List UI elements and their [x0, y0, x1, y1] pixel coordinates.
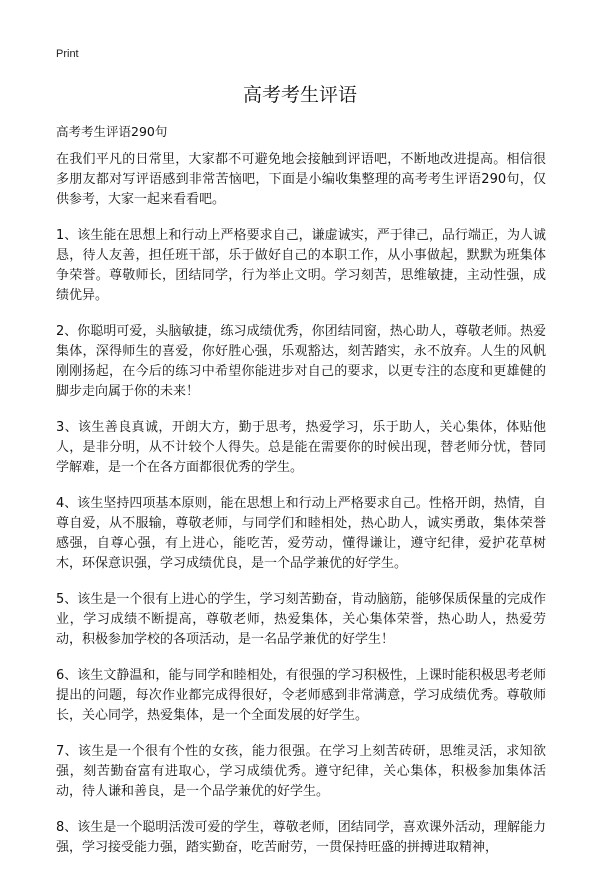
- print-link[interactable]: Print: [56, 48, 79, 60]
- paragraph-comment: 2、你聪明可爱，头脑敏捷，练习成绩优秀，你团结同窗，热心助人，尊敬老师。热爱集体，深得师生的喜爱，你好胜心强，乐观豁达，刻苦踏实，永不放弃。人生的风帆刚刚扬起，在今后的练习中希望你能进步对自己的要求，以更专注的态度和更雄健的脚步走向属于你的未来！: [56, 324, 546, 399]
- page-subtitle: 高考考生评语290句: [56, 124, 168, 139]
- paragraph-comment: 3、该生善良真诚，开朗大方，勤于思考，热爱学习，乐于助人，关心集体，体贴他人，是非分明，从不计较个人得失。总是能在需要你的时候出现，替老师分忧，替同学解难，是一个在各方面都很优秀的学生。: [56, 420, 546, 475]
- paragraph-comment: 7、该生是一个很有个性的女孩，能力很强。在学习上刻苦砖研，思维灵活，求知欲强，刻苦勤奋富有进取心，学习成绩优秀。遵守纪律，关心集体，积极参加集体活动，待人谦和善良，是一个品学兼优的好学生。: [56, 744, 546, 799]
- paragraph-intro: 在我们平凡的日常里，大家都不可避免地会接触到评语吧，不断地改进提高。相信很多朋友都对写评语感到非常苦恼吧，下面是小编收集整理的高考考生评语290句，仅供参考，大家一起来看看吧。: [56, 152, 546, 207]
- page-title: 高考考生评语: [242, 84, 357, 106]
- paragraph-comment: 4、该生坚持四项基本原则，能在思想上和行动上严格要求自己。性格开朗，热情，自尊自爱，从不服输，尊敬老师，与同学们和睦相处，热心助人，诚实勇敢，集体荣誉感强，自尊心强，有上进心，能吃苦，爱劳动，懂得谦让，遵守纪律，爱护花草树木，环保意识强，学习成绩优良，是一个品学兼优的好学生。: [56, 496, 546, 571]
- paragraph-comment: 1、该生能在思想上和行动上严格要求自己，谦虚诚实，严于律己，品行端正，为人诚恳，待人友善，担任班干部，乐于做好自己的本职工作，从小事做起，默默为班集体争荣誉。尊敬师长，团结同学，行为举止文明。学习刻苦，思维敏捷，主动性强，成绩优异。: [56, 228, 546, 303]
- paragraph-comment: 8、该生是一个聪明活泼可爱的学生，尊敬老师，团结同学，喜欢课外活动，理解能力强，学习接受能力强，踏实勤奋，吃苦耐劳，一贯保持旺盛的拼搏进取精神，: [56, 820, 546, 855]
- paragraph-comment: 6、该生文静温和，能与同学和睦相处，有很强的学习积极性，上课时能积极思考老师提出的问题，每次作业都完成得很好，令老师感到非常满意，学习成绩优秀。尊敬师长，关心同学，热爱集体，是一个全面发展的好学生。: [56, 668, 546, 723]
- article-body: [56, 150, 546, 874]
- paragraph-comment: 5、该生是一个很有上进心的学生，学习刻苦勤奋，肯动脑筋，能够保质保量的完成作业，学习成绩不断提高，尊敬老师，热爱集体，关心集体荣誉，热心助人，热爱劳动，积极参加学校的各项活动，是一名品学兼优的好学生！: [56, 592, 546, 647]
